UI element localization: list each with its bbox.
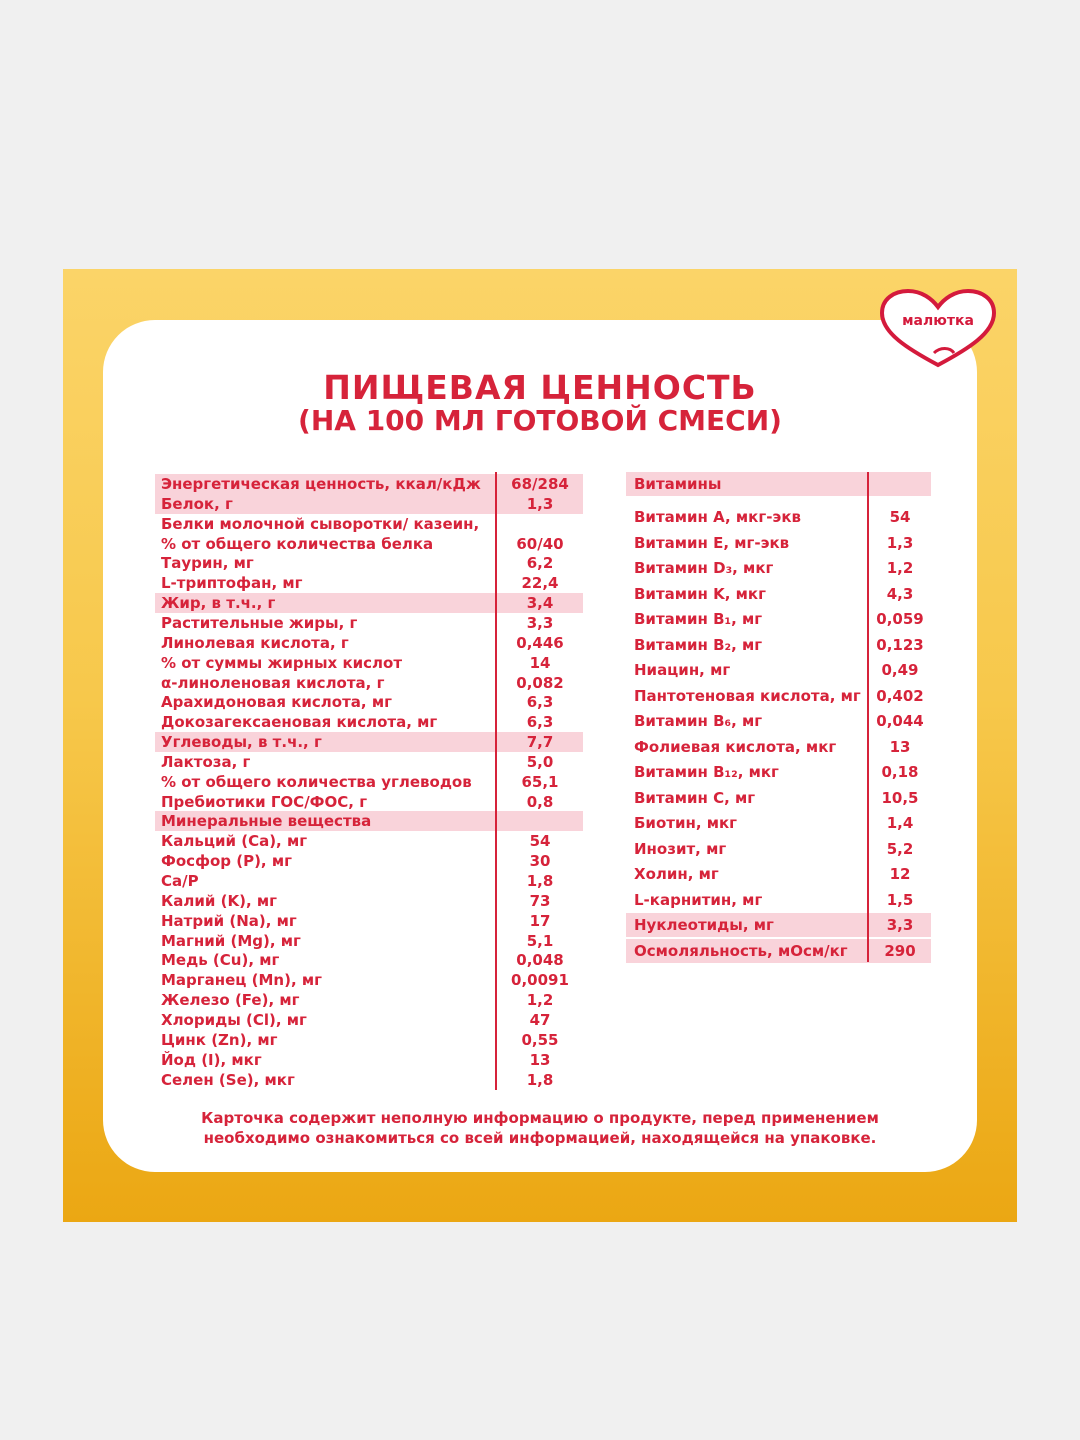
page-subtitle: (НА 100 МЛ ГОТОВОЙ СМЕСИ) [298, 404, 782, 437]
vitamin-row-label: L-карнитин, мг [634, 890, 763, 909]
nutrient-row [155, 712, 583, 732]
nutrient-row [155, 613, 583, 633]
vitamin-row-value: 12 [889, 865, 911, 883]
vitamin-row-value: 10,5 [881, 788, 919, 807]
vitamin-row [626, 658, 931, 682]
nutrient-row-value: 65,1 [521, 772, 559, 791]
nutrient-row-label: Натрий (Na), мг [161, 911, 297, 930]
nutrient-row-value: 5,1 [526, 931, 554, 950]
vitamin-row [626, 786, 931, 810]
nutrient-row-value: 30 [529, 852, 551, 871]
nutrient-row [155, 970, 583, 990]
vitamin-row [626, 582, 931, 606]
vitamin-row-value: 0,402 [876, 686, 924, 705]
nutrient-row-label: Магний (Mg), мг [161, 931, 301, 950]
nutrient-row [155, 1070, 583, 1090]
vitamin-row-label: Витамин K, мкг [634, 584, 766, 603]
nutrient-row-label: Хлориды (Cl), мг [161, 1010, 307, 1029]
nutrient-row-value: 1,2 [526, 991, 554, 1010]
nutrient-row-label: Кальций (Ca), мг [161, 832, 308, 851]
nutrient-row-label: Пребиотики ГОС/ФОС, г [161, 792, 368, 811]
nutrient-row-value: 7,7 [526, 733, 554, 752]
nutrient-row-label: Фосфор (P), мг [161, 852, 292, 871]
nutrient-row-label: Калий (K), мг [161, 891, 277, 910]
right-table-divider [867, 472, 869, 962]
nutrient-row [155, 692, 583, 712]
vitamin-row-label: Пантотеновая кислота, мг [634, 686, 861, 705]
nutrient-row-value: 54 [529, 832, 551, 851]
vitamin-row-value: 0,044 [876, 712, 924, 730]
nutrient-row [155, 891, 583, 911]
vitamin-row [626, 939, 931, 963]
nutrient-row-value: 60/40 [516, 534, 564, 553]
nutrient-row [155, 553, 583, 573]
nutrient-row [155, 772, 583, 792]
vitamin-row-value: 1,3 [886, 533, 914, 552]
vitamin-row-label: Холин, мг [634, 865, 719, 883]
vitamin-row-label: Инозит, мг [634, 839, 727, 858]
vitamin-row-label: Фолиевая кислота, мкг [634, 737, 837, 756]
nutrient-row-label: Линолевая кислота, г [161, 633, 349, 652]
nutrient-row-label: Лактоза, г [161, 752, 251, 771]
vitamin-row-label: Витамин D₃, мкг [634, 559, 774, 577]
nutrient-row-label: Селен (Se), мкг [161, 1070, 295, 1089]
nutrient-row-label: Белки молочной сыворотки/ казеин, [161, 514, 480, 533]
nutrient-row [155, 871, 583, 891]
vitamin-row-value: 0,123 [876, 635, 924, 654]
vitamin-row-value: 0,059 [876, 610, 924, 628]
vitamin-row [626, 811, 931, 835]
nutrient-row-label: Энергетическая ценность, ккал/кДж [161, 475, 481, 493]
nutrient-row-value: 0,8 [526, 792, 554, 811]
vitamin-row-value: 0,18 [881, 763, 919, 781]
nutrient-row-value: 68/284 [511, 475, 569, 493]
vitamin-row [626, 505, 931, 529]
nutrient-row-label: Углеводы, в т.ч., г [161, 733, 322, 752]
heart-logo-icon [878, 289, 998, 369]
nutrient-row-label: Цинк (Zn), мг [161, 1030, 278, 1049]
nutrient-row [155, 752, 583, 772]
nutrient-row-label: α-линоленовая кислота, г [161, 673, 385, 692]
nutrient-row-value: 1,3 [526, 494, 554, 513]
nutrient-row-value: 0,048 [516, 951, 564, 970]
page-title: ПИЩЕВАЯ ЦЕННОСТЬ [323, 368, 757, 407]
nutrient-row-label: Йод (I), мкг [161, 1050, 262, 1069]
nutrient-row [155, 653, 583, 673]
nutrient-row [155, 633, 583, 653]
left-table-divider [495, 472, 497, 1090]
vitamin-row-label: Осмоляльность, мОсм/кг [634, 941, 848, 960]
nutrient-row [155, 911, 583, 931]
nutrient-row [155, 851, 583, 871]
nutrient-row [155, 514, 583, 534]
vitamin-row-label: Витамин E, мг-экв [634, 533, 790, 552]
vitamin-row-value: 0,49 [881, 661, 919, 679]
vitamin-row-value: 13 [889, 737, 911, 756]
nutrient-row-label: L-триптофан, мг [161, 574, 303, 593]
nutrient-row-value: 17 [529, 911, 551, 930]
vitamin-row-label: Биотин, мкг [634, 814, 738, 832]
nutrient-row [155, 831, 583, 851]
vitamin-row [626, 531, 931, 555]
vitamin-row [626, 760, 931, 784]
vitamin-row [626, 888, 931, 912]
nutrient-row [155, 950, 583, 970]
brand-logo-text: малютка [902, 313, 974, 329]
nutrient-row [155, 474, 583, 494]
vitamin-row [626, 633, 931, 657]
brand-logo [878, 289, 998, 369]
nutrient-row-label: Ca/P [161, 872, 199, 890]
footer-note-line1: Карточка содержит неполную информацию о продукте, перед применением [201, 1109, 879, 1127]
vitamin-row-value: 290 [884, 941, 916, 960]
vitamin-row-value: 54 [889, 508, 911, 526]
nutrient-row-label: Таурин, мг [161, 554, 254, 573]
nutrient-row-label: Марганец (Mn), мг [161, 971, 322, 990]
vitamin-row-value: 4,3 [886, 584, 914, 603]
footer-note-line2: необходимо ознакомиться со всей информацией, находящейся на упаковке. [203, 1129, 877, 1147]
nutrient-row [155, 1050, 583, 1070]
nutrient-row-value: 0,082 [516, 673, 564, 692]
vitamin-row [626, 735, 931, 759]
vitamin-row-label: Витамин B₂, мг [634, 635, 763, 654]
vitamin-row [626, 913, 931, 937]
vitamin-row-label: Витамины [634, 475, 722, 493]
vitamin-row-value: 1,5 [886, 890, 914, 909]
nutrient-row-label: Арахидоновая кислота, мг [161, 693, 392, 712]
vitamin-row [626, 607, 931, 631]
nutrient-row-value: 1,8 [526, 872, 554, 890]
nutrient-row-label: Медь (Cu), мг [161, 951, 280, 970]
vitamin-row [626, 709, 931, 733]
nutrient-row-value: 13 [529, 1050, 551, 1069]
nutrient-row [155, 593, 583, 613]
nutrient-row [155, 990, 583, 1010]
nutrient-row-value: 1,8 [526, 1070, 554, 1089]
vitamin-row-value: 1,2 [886, 559, 914, 577]
nutrient-row [155, 811, 583, 831]
nutrient-row-value: 22,4 [521, 574, 559, 593]
nutrient-row-value: 3,4 [526, 594, 554, 613]
nutrient-row-label: Растительные жиры, г [161, 613, 358, 632]
vitamin-row [626, 684, 931, 708]
vitamin-row-label: Нуклеотиды, мг [634, 916, 774, 934]
nutrient-row [155, 1010, 583, 1030]
vitamin-row-value: 3,3 [886, 916, 914, 934]
vitamin-row [626, 556, 931, 580]
nutrient-row-label: % от общего количества белка [161, 534, 434, 553]
vitamin-row-value: 1,4 [886, 814, 914, 832]
nutrient-row-value: 0,55 [521, 1030, 559, 1049]
nutrient-row-value: 73 [529, 891, 551, 910]
vitamin-row-label: Витамин B₁, мг [634, 610, 763, 628]
vitamin-row [626, 862, 931, 886]
nutrient-row [155, 534, 583, 554]
nutrient-row-value: 14 [529, 653, 551, 672]
nutrient-row-label: Докозагексаеновая кислота, мг [161, 713, 438, 732]
nutrient-row-label: % от общего количества углеводов [161, 772, 472, 791]
vitamin-row-label: Витамин B₁₂, мкг [634, 763, 779, 781]
nutrient-row [155, 494, 583, 514]
vitamin-row [626, 837, 931, 861]
nutrient-row [155, 931, 583, 951]
vitamin-row-label: Витамин A, мкг-экв [634, 508, 801, 526]
vitamin-row-label: Витамин B₆, мг [634, 712, 763, 730]
nutrient-row-label: Белок, г [161, 494, 233, 513]
nutrient-row-label: Железо (Fe), мг [161, 991, 300, 1010]
nutrient-row [155, 573, 583, 593]
nutrient-row-value: 6,3 [526, 693, 554, 712]
nutrient-row-label: % от суммы жирных кислот [161, 653, 403, 672]
vitamin-row-value: 5,2 [886, 839, 914, 858]
nutrient-row-value: 5,0 [526, 752, 554, 771]
nutrient-row-label: Минеральные вещества [161, 812, 372, 831]
nutrient-row [155, 673, 583, 693]
nutrient-row-value: 47 [529, 1010, 551, 1029]
vitamin-row-label: Витамин C, мг [634, 788, 756, 807]
nutrient-row-value: 6,2 [526, 554, 554, 573]
nutrient-row-label: Жир, в т.ч., г [161, 594, 276, 613]
nutrient-row-value: 3,3 [526, 613, 554, 632]
nutrient-row-value: 6,3 [526, 713, 554, 732]
nutrient-row-value: 0,0091 [511, 971, 569, 990]
nutrient-row [155, 792, 583, 812]
vitamins-header-row [626, 472, 931, 496]
nutrient-row-value: 0,446 [516, 633, 564, 652]
nutrient-row [155, 732, 583, 752]
vitamin-row-label: Ниацин, мг [634, 661, 731, 679]
nutrient-row [155, 1030, 583, 1050]
